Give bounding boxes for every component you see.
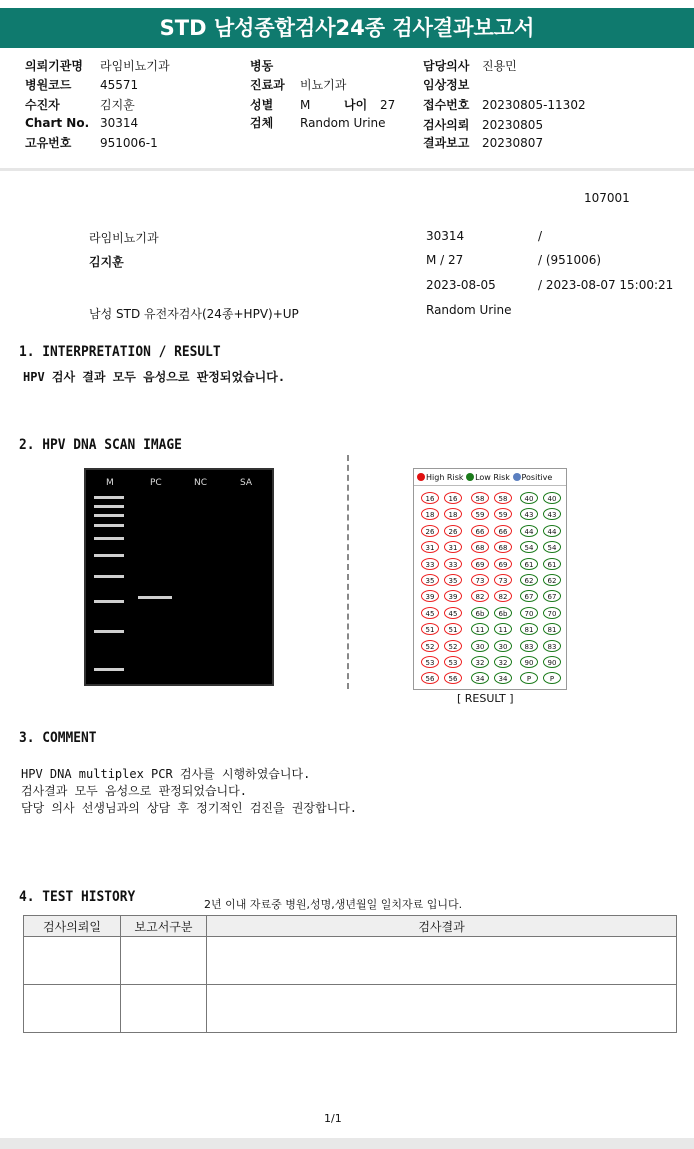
hpv-type-oval: 70 xyxy=(520,607,538,619)
header-field xyxy=(250,76,346,93)
hpv-type-oval: 40 xyxy=(543,492,561,504)
hpv-type-oval: 51 xyxy=(444,623,462,635)
info-label: 검체 xyxy=(250,116,274,130)
hpv-type-oval: 66 xyxy=(494,525,512,537)
hpv-type-oval: 56 xyxy=(444,672,462,684)
summary-specimen: Random Urine xyxy=(426,303,512,317)
info-value: 20230807 xyxy=(482,136,544,150)
comment-line: HPV DNA multiplex PCR 검사를 시행하였습니다. xyxy=(21,767,311,781)
info-label: 임상정보 xyxy=(423,78,470,92)
info-value: Random Urine xyxy=(300,116,386,130)
history-cell xyxy=(207,985,677,1033)
footer-bar xyxy=(0,1138,694,1149)
hpv-type-oval: 52 xyxy=(444,640,462,652)
ladder-band xyxy=(94,630,124,633)
hpv-type-oval: 83 xyxy=(543,640,561,652)
hpv-type-oval: 67 xyxy=(543,590,561,602)
history-table xyxy=(23,915,677,1033)
info-label: Chart No. xyxy=(25,116,90,130)
hpv-type-oval: 82 xyxy=(494,590,512,602)
ladder-band xyxy=(94,600,124,603)
ladder-band xyxy=(94,575,124,578)
hpv-type-oval: 39 xyxy=(444,590,462,602)
legend-divider xyxy=(414,485,566,486)
hpv-type-oval: 81 xyxy=(520,623,538,635)
info-label: 의뢰기관명 xyxy=(25,59,83,73)
report-title: STD 남성종합검사24종 검사결과보고서 xyxy=(0,8,694,48)
summary-chart: 30314 xyxy=(426,229,465,243)
hpv-type-oval: 67 xyxy=(520,590,538,602)
info-value: 45571 xyxy=(100,78,139,92)
hpv-type-oval: P xyxy=(520,672,538,684)
hpv-type-oval: 54 xyxy=(520,541,538,553)
hpv-type-oval: 51 xyxy=(421,623,439,635)
history-cell xyxy=(121,937,207,985)
history-cell xyxy=(121,985,207,1033)
ladder-band xyxy=(94,514,124,517)
history-header: 보고서구분 xyxy=(121,916,207,937)
hpv-type-oval: 34 xyxy=(494,672,512,684)
hpv-type-oval: 83 xyxy=(520,640,538,652)
legend-positive: Positive xyxy=(521,473,553,482)
summary-patient: 김지훈 xyxy=(89,255,124,269)
hpv-type-oval: 61 xyxy=(520,558,538,570)
section1-title: 1. INTERPRETATION / RESULT xyxy=(19,344,221,360)
hpv-type-oval: 16 xyxy=(421,492,439,504)
header-field xyxy=(25,76,138,93)
info-label: 접수번호 xyxy=(423,98,470,112)
hpv-type-oval: 62 xyxy=(520,574,538,586)
table-row xyxy=(24,985,677,1033)
legend-high-risk: High Risk xyxy=(426,473,464,482)
high-risk-dot-icon xyxy=(417,473,425,481)
hpv-type-oval: 35 xyxy=(421,574,439,586)
info-label: 병동 xyxy=(250,59,274,73)
hpv-type-oval: 44 xyxy=(543,525,561,537)
gel-lane-label: M xyxy=(106,478,114,488)
hpv-scan-panel xyxy=(413,468,567,690)
hpv-type-oval: 62 xyxy=(543,574,561,586)
image-divider xyxy=(347,455,349,689)
comment-line: 검사결과 모두 음성으로 판정되었습니다. xyxy=(21,784,247,798)
legend-low-risk: Low Risk xyxy=(475,473,510,482)
hpv-type-oval: 39 xyxy=(421,590,439,602)
header-field xyxy=(423,96,586,113)
ladder-band xyxy=(94,496,124,499)
info-label: 고유번호 xyxy=(25,136,72,150)
hpv-type-oval: 11 xyxy=(471,623,489,635)
header-field-age xyxy=(344,96,395,113)
hpv-type-oval: 32 xyxy=(471,656,489,668)
hpv-type-oval: 61 xyxy=(543,558,561,570)
hpv-type-oval: 90 xyxy=(520,656,538,668)
info-value: 비뇨기과 xyxy=(300,78,347,92)
positive-dot-icon xyxy=(513,473,521,481)
hpv-type-oval: 82 xyxy=(471,590,489,602)
gel-lane-label: NC xyxy=(194,478,208,488)
info-value: M xyxy=(300,98,311,112)
ladder-band xyxy=(94,668,124,671)
info-value: 진용민 xyxy=(482,59,517,73)
hpv-type-oval: 58 xyxy=(494,492,512,504)
info-value: 20230805 xyxy=(482,118,544,132)
info-label: 담당의사 xyxy=(423,59,470,73)
hpv-type-oval: 43 xyxy=(520,508,538,520)
form-code: 107001 xyxy=(584,191,630,205)
hpv-type-oval: 59 xyxy=(471,508,489,520)
result-caption: [ RESULT ] xyxy=(457,692,514,705)
ladder-band xyxy=(94,505,124,508)
hpv-type-oval: 35 xyxy=(444,574,462,586)
history-cell xyxy=(24,985,121,1033)
summary-report-datetime: / 2023-08-07 15:00:21 xyxy=(538,278,674,292)
hpv-type-oval: 90 xyxy=(543,656,561,668)
header-field xyxy=(250,96,310,113)
pc-band xyxy=(138,596,172,599)
hpv-type-oval: 30 xyxy=(471,640,489,652)
hpv-type-oval: P xyxy=(543,672,561,684)
hpv-type-oval: 45 xyxy=(444,607,462,619)
header-field xyxy=(423,116,543,133)
history-header: 검사결과 xyxy=(207,916,677,937)
summary-request-date: 2023-08-05 xyxy=(426,278,496,292)
header-field xyxy=(423,57,517,74)
hpv-type-oval: 34 xyxy=(471,672,489,684)
hpv-type-oval: 69 xyxy=(471,558,489,570)
hpv-type-oval: 43 xyxy=(543,508,561,520)
hpv-type-oval: 68 xyxy=(494,541,512,553)
hpv-type-oval: 32 xyxy=(494,656,512,668)
header-field xyxy=(25,116,138,130)
hpv-type-oval: 16 xyxy=(444,492,462,504)
header-field xyxy=(423,76,482,93)
hpv-type-oval: 66 xyxy=(471,525,489,537)
hpv-type-oval: 70 xyxy=(543,607,561,619)
hpv-type-oval: 31 xyxy=(444,541,462,553)
header-field xyxy=(25,134,158,151)
summary-test-name: 남성 STD 유전자검사(24종+HPV)+UP xyxy=(89,307,299,321)
comment-line: 담당 의사 선생님과의 상담 후 정기적인 검진을 권장합니다. xyxy=(21,801,358,815)
scan-legend xyxy=(417,473,552,482)
hpv-type-oval: 33 xyxy=(421,558,439,570)
hpv-type-oval: 81 xyxy=(543,623,561,635)
header-field xyxy=(25,96,135,113)
hpv-type-oval: 26 xyxy=(421,525,439,537)
ladder-band xyxy=(94,554,124,557)
hpv-type-oval: 68 xyxy=(471,541,489,553)
hpv-type-oval: 56 xyxy=(421,672,439,684)
info-label: 나이 xyxy=(344,98,368,112)
summary-hospital: 라임비뇨기과 xyxy=(89,231,159,245)
table-row xyxy=(24,937,677,985)
hpv-type-oval: 18 xyxy=(421,508,439,520)
hpv-type-oval: 45 xyxy=(421,607,439,619)
hpv-type-oval: 52 xyxy=(421,640,439,652)
hpv-type-oval: 53 xyxy=(444,656,462,668)
summary-slash: / xyxy=(538,229,543,243)
section3-title: 3. COMMENT xyxy=(19,730,97,746)
hpv-type-oval: 44 xyxy=(520,525,538,537)
summary-sex-age: M / 27 xyxy=(426,253,464,267)
history-cell xyxy=(24,937,121,985)
info-label: 결과보고 xyxy=(423,136,470,150)
page-number: 1/1 xyxy=(324,1112,342,1125)
gel-lane-label: PC xyxy=(150,478,162,488)
hpv-type-oval: 33 xyxy=(444,558,462,570)
hpv-type-oval: 31 xyxy=(421,541,439,553)
hpv-type-oval: 26 xyxy=(444,525,462,537)
info-label: 검사의뢰 xyxy=(423,118,470,132)
history-cell xyxy=(207,937,677,985)
hpv-type-oval: 73 xyxy=(471,574,489,586)
hpv-type-oval: 11 xyxy=(494,623,512,635)
hpv-type-oval: 6b xyxy=(494,607,512,619)
info-value: 951006-1 xyxy=(100,136,158,150)
hpv-type-oval: 30 xyxy=(494,640,512,652)
info-label: 진료과 xyxy=(250,78,285,92)
hpv-type-oval: 54 xyxy=(543,541,561,553)
hpv-type-oval: 73 xyxy=(494,574,512,586)
info-value: 라임비뇨기과 xyxy=(100,59,170,73)
info-label: 성별 xyxy=(250,98,274,112)
summary-birth: / (951006) xyxy=(538,253,602,267)
hpv-type-oval: 59 xyxy=(494,508,512,520)
info-value: 27 xyxy=(380,98,396,112)
hpv-type-oval: 40 xyxy=(520,492,538,504)
info-value: 김지훈 xyxy=(100,98,135,112)
info-label: 수진자 xyxy=(25,98,60,112)
hpv-type-oval: 18 xyxy=(444,508,462,520)
hpv-type-oval: 58 xyxy=(471,492,489,504)
ladder-band xyxy=(94,537,124,540)
header-divider xyxy=(0,168,694,171)
history-note: 2년 이내 자료중 병원,성명,생년월일 일치자료 입니다. xyxy=(204,898,463,911)
header-field xyxy=(25,57,170,74)
header-field xyxy=(250,114,386,131)
low-risk-dot-icon xyxy=(466,473,474,481)
gel-lane-label: SA xyxy=(240,478,253,488)
ladder-band xyxy=(94,524,124,527)
gel-image xyxy=(84,468,274,686)
history-header: 검사의뢰일 xyxy=(24,916,121,937)
info-value: 20230805-11302 xyxy=(482,98,586,112)
header-field xyxy=(250,57,300,74)
info-value: 30314 xyxy=(100,116,139,130)
info-label: 병원코드 xyxy=(25,78,72,92)
section2-title: 2. HPV DNA SCAN IMAGE xyxy=(19,437,182,453)
comment-text xyxy=(21,766,357,817)
hpv-type-oval: 6b xyxy=(471,607,489,619)
section1-text: HPV 검사 결과 모두 음성으로 판정되었습니다. xyxy=(23,370,286,384)
header-field xyxy=(423,134,543,151)
section4-title: 4. TEST HISTORY xyxy=(19,889,136,905)
hpv-type-oval: 69 xyxy=(494,558,512,570)
hpv-type-oval: 53 xyxy=(421,656,439,668)
